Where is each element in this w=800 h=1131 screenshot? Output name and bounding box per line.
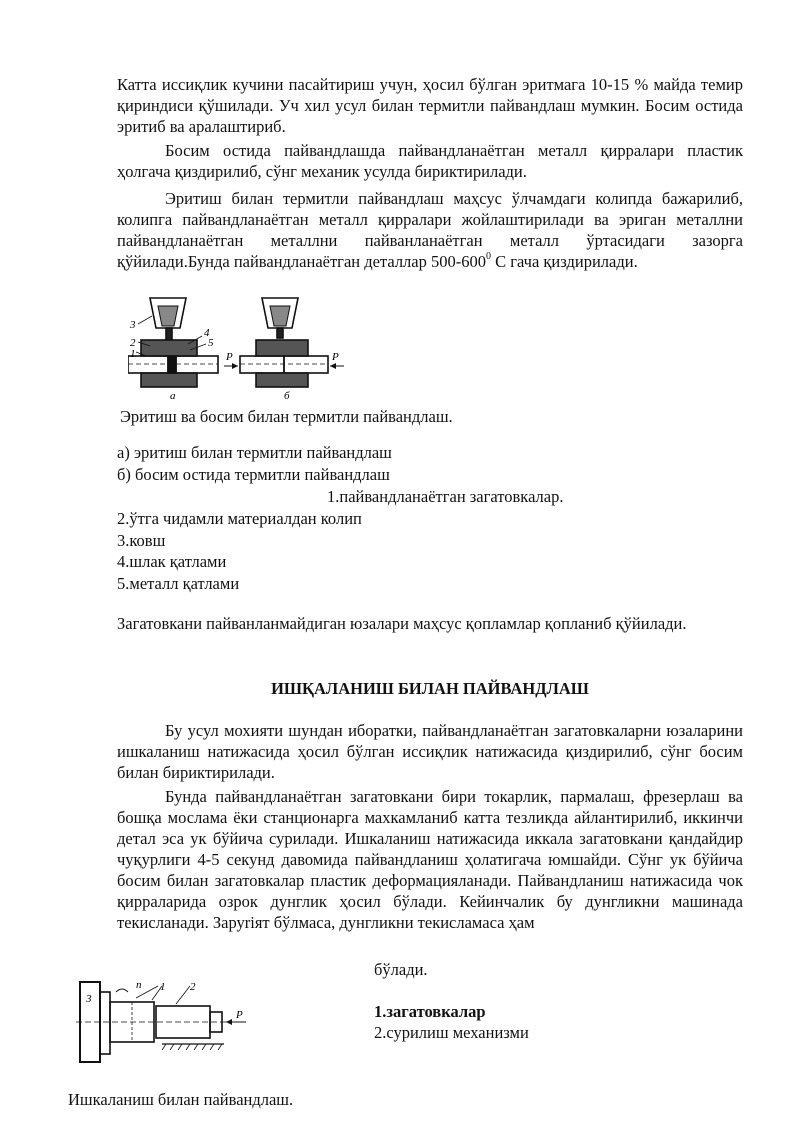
figure1-legend-4: 4.шлак қатлами bbox=[117, 552, 227, 571]
fig1-label-3: 3 bbox=[130, 319, 136, 331]
fig2-label-2: 2 bbox=[190, 981, 196, 993]
intro-paragraph-3 bbox=[117, 188, 743, 272]
fig2-label-n: n bbox=[136, 979, 142, 991]
intro-p3-tail: С гача қиздирилади. bbox=[490, 252, 638, 271]
fig2-force: P bbox=[236, 1009, 243, 1021]
figure1-legend-b: б) босим остида термитли пайвандлаш bbox=[117, 465, 390, 484]
thermite-welding-figure bbox=[128, 296, 353, 400]
fig2-label-1: 1 bbox=[160, 981, 166, 993]
figure1-legend-2: 2.ўтга чидамли материалдан колип bbox=[117, 509, 362, 528]
fig1-label-5: 5 bbox=[208, 337, 214, 349]
fig1-force-left: P bbox=[226, 351, 233, 363]
figure2-legend-2: 2.сурилиш механизми bbox=[374, 1023, 529, 1042]
section-heading: ИШҚАЛАНИШ БИЛАН ПАЙВАНДЛАШ bbox=[271, 679, 589, 698]
figure1-legend-a: а) эритиш билан термитли пайвандлаш bbox=[117, 443, 392, 462]
friction-welding-figure bbox=[76, 978, 256, 1068]
figure1-legend-5: 5.металл қатлами bbox=[117, 574, 240, 593]
figure1-caption: Эритиш ва босим билан термитли пайвандлаш. bbox=[120, 407, 453, 426]
fig1-force-right: P bbox=[332, 351, 339, 363]
closing-paragraph: Загатовкани пайванланмайдиган юзалари маҳсус қопламлар қопланиб қўйилади. bbox=[117, 614, 687, 633]
figure1-legend-1: 1.пайвандланаётган загатовкалар. bbox=[327, 487, 564, 506]
intro-p3-text: Эритиш билан термитли пайвандлаш маҳсус ўлчамдаги колипда бажарилиб, колипга пайвандланаётган металл қирралари жойлаштирилади ва эриган металлни пайвандланаётган металлни пайванланаётган металл ўртасидаги зазорга қўйилади.Бунда пайвандланаётган деталлар 500-600 bbox=[117, 189, 743, 271]
fig1-sublabel-b: б bbox=[284, 390, 290, 400]
section2-paragraph-1: Бу усул мохияти шундан иборатки, пайвандланаётган загатовкаларни юзаларини ишкаланиш натижасида ҳосил бўлган иссиқлик натижасида қиздирилиб, сўнг босим билан бириктирилади. bbox=[117, 721, 743, 782]
fig1-sublabel-a: a bbox=[170, 390, 176, 400]
intro-paragraph-2: Босим остида пайвандлашда пайвандланаётган металл қирралари пластик ҳолгача қиздирилиб, сўнг механик усулда бириктирилади. bbox=[117, 141, 743, 181]
degree-superscript: 0 bbox=[485, 250, 491, 262]
fig2-label-3: 3 bbox=[86, 993, 92, 1005]
intro-paragraph-1: Катта иссиқлик кучини пасайтириш учун, ҳосил бўлган эритмага 10-15 % майда темир қириндиси қўшилади. Уч хил усул билан термитли пайвандлаш мумкин. Босим остида эритиб ва аралаштириб. bbox=[117, 75, 743, 136]
section2-paragraph-2-tail: бўлади. bbox=[374, 960, 428, 979]
fig1-label-2: 2 bbox=[130, 337, 136, 349]
figure2-caption: Ишкаланиш билан пайвандлаш. bbox=[68, 1090, 294, 1109]
figure2-legend-1: 1.загатовкалар bbox=[374, 1002, 486, 1021]
figure2-drawing bbox=[76, 982, 246, 1062]
figure-a-drawing bbox=[128, 298, 218, 387]
figure1-legend-3: 3.ковш bbox=[117, 531, 166, 550]
fig1-label-1: 1 bbox=[130, 348, 136, 360]
section2-paragraph-2: Бунда пайвандланаётган загатовкани бири токарлик, пармалаш, фрезерлаш ва бошқа мослама ёки станционарга махкамланиб катта тезликда айлантирилиб, иккинчи детал эса ук бўйича сурилади. Ишкаланиш натижасида иккала загатовкани қандайдир чуқурлиги 4-5 секунд давомида пайвандланиш ҳолатигача юмшайди. Сўнг ук бўйича босим билан загатовкалар пластик деформацияланади. Пайвандланиш натижасида чок қирраларида озрок дунглик ҳосил бўлади. Кейинчалик бу дунгликни машинада текисланади. Заруriят бўлмаса, дунгликни текисламаса ҳам bbox=[117, 787, 743, 932]
fig1-label-4: 4 bbox=[204, 327, 210, 339]
figure-b-drawing bbox=[224, 298, 344, 387]
